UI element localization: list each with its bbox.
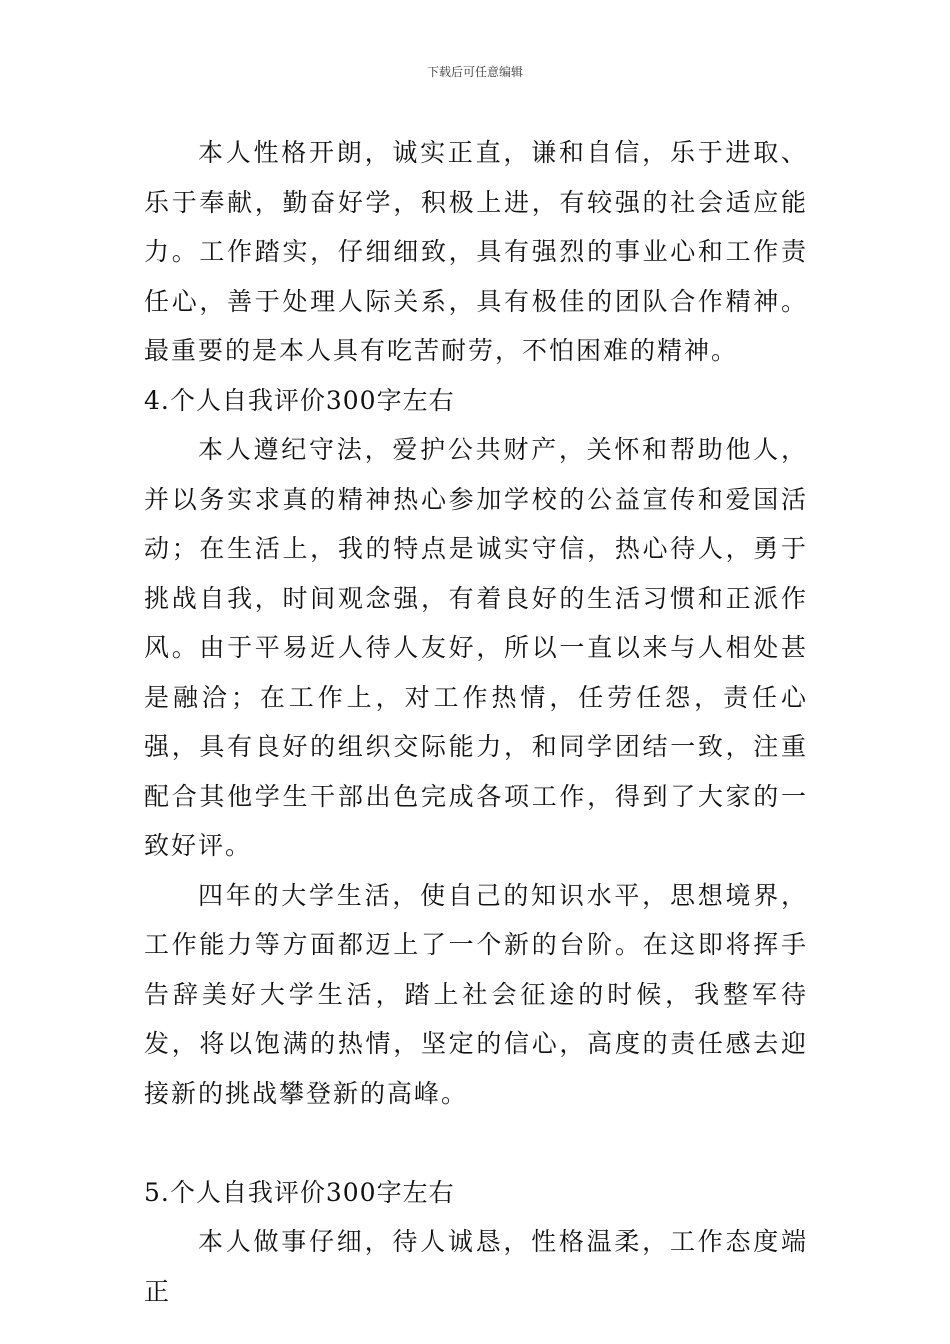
paragraph-conduct: 本人遵纪守法，爱护公共财产，关怀和帮助他人，并以务实求真的精神热心参加学校的公益宣传和爱国活动；在生活上，我的特点是诚实守信，热心待人，勇于挑战自我，时间观念强，有着良好的生活习惯和正派作风。由于平易近人待人友好，所以一直以来与人相处甚是融洽；在工作上，对工作热情，任劳任怨，责任心强，具有良好的组织交际能力，和同学团结一致，注重配合其他学生干部出色完成各项工作，得到了大家的一致好评。: [144, 435, 808, 860]
document-body: [144, 128, 808, 1316]
paragraph-university-life: 四年的大学生活，使自己的知识水平，思想境界，工作能力等方面都迈上了一个新的台阶。在这即将挥手告辞美好大学生活，踏上社会征途的时候，我整军待发，将以饱满的热情，坚定的信心，高度的责任感去迎接新的挑战攀登新的高峰。: [144, 880, 808, 1108]
section-heading-4: 4.个人自我评价300字左右: [144, 385, 455, 415]
paragraph-personality: 本人性格开朗，诚实正直，谦和自信，乐于进取、乐于奉献，勤奋好学，积极上进，有较强的社会适应能力。工作踏实，仔细细致，具有强烈的事业心和工作责任心，善于处理人际关系，具有极佳的团队合作精神。最重要的是本人具有吃苦耐劳，不怕困难的精神。: [144, 138, 808, 365]
page-header-note: 下载后可任意编辑: [426, 65, 523, 79]
paragraph-work-attitude: 本人做事仔细，待人诚恳，性格温柔，工作态度端正: [144, 1227, 808, 1306]
section-heading-5: 5.个人自我评价300字左右: [144, 1177, 455, 1207]
blank-line: [144, 1118, 808, 1168]
